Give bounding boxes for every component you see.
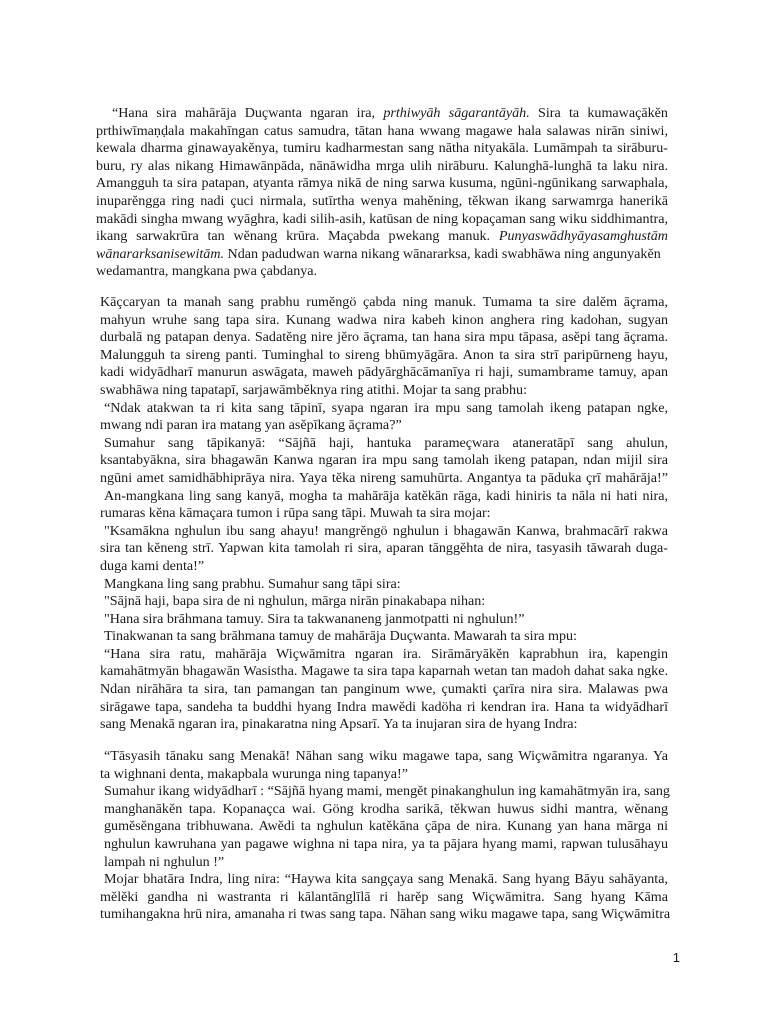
text-line — [96, 211, 668, 229]
text-line — [96, 593, 668, 611]
text-line — [96, 766, 668, 784]
text-line — [96, 716, 668, 734]
text-line — [96, 347, 668, 365]
text-line — [96, 801, 668, 819]
text-segment: Malungguh ta sireng panti. Tuminghal to sireng bhūmyāgāra. Anon ta sira strī paripūrneng hayu, — [100, 346, 668, 363]
text-line — [96, 663, 668, 681]
text-line — [96, 312, 668, 330]
text-segment: gumĕsĕngana tribhuwana. Awĕdi ta nghulun katĕkāna çāpa de nira. Kunang yan hana mārga ni — [104, 818, 668, 835]
text-line — [96, 364, 668, 382]
text-segment: wedamantra, mangkana pwa çabdanya. — [96, 263, 318, 280]
text-segment: "Sājnā haji, bapa sira de ni nghulun, mārga nirān pinakabapa nihan: — [104, 593, 486, 610]
text-segment: rumaras kĕna kāmaçara tumon i rūpa sang tāpi. Muwah ta sira mojar: — [100, 505, 491, 522]
text-segment: swabhāwa ning tapatapī, sarjawāmbĕknya ring atithi. Mojar ta sang prabhu: — [100, 381, 527, 398]
text-segment: ngūni amet samidhābhiprāya nira. Yaya tĕka nireng samuhūrta. Angantya ta pāduka çrī mahārāja!” — [100, 469, 668, 486]
text-segment: Ndan padudwan warna nikang wānararksa, kadi swabhāwa ning angunyakĕn — [224, 245, 661, 262]
text-line — [96, 246, 668, 264]
text-segment: durbalā ng patapan denya. Sadatĕng nire jĕro āçrama, tan hana sira mpu tāpasa, asĕpi tang āçrama. — [100, 329, 668, 346]
text-segment: lampah ni nghulun !” — [104, 853, 225, 870]
text-line — [96, 294, 668, 312]
text-line — [96, 452, 668, 470]
text-segment: “Ndak atakwan ta ri kita sang tāpinī, syapa ngaran ira mpu sang tamolah ikeng patapan ngke, — [104, 399, 668, 416]
text-segment: kadi widyādharī manurun aswāgata, maweh pādyārghācāmanīya ri haji, sumambrame tamuy, apan — [100, 364, 668, 381]
italic-segment: wānararksanisewitām. — [96, 245, 225, 262]
text-segment: inuparĕngga ring nadi çuci nirmala, sutīrtha wenya mahĕning, tĕkwan ikang sarwamrga hanerikā — [96, 192, 668, 209]
text-segment: prthiwīmaṇḍala makahīngan catus samudra, tātan hana wwang magawe hala salawas nirān siniwi, — [96, 122, 668, 139]
text-line — [96, 854, 668, 872]
text-segment: duga kami denta!” — [100, 557, 205, 574]
text-line — [96, 576, 668, 594]
text-line — [96, 228, 668, 246]
text-segment: Sumahur sang tāpikanyā: “Sājñā haji, hantuka parameçwara ataneratāpī sang ahulun, — [104, 434, 668, 451]
text-segment: sira tan kĕneng strī. Yapwan kita tamolah ri sira, aparan tānggĕhta de nira, tasyasih tāwarah duga- — [100, 540, 668, 557]
italic-segment: Punyaswādhyāyasamghustām — [498, 228, 668, 245]
text-line — [96, 105, 668, 123]
text-segment: mwang ndi paran ira matang yan asĕpīkang āçrama?” — [100, 417, 402, 434]
text-line — [96, 681, 668, 699]
text-segment: Mangkana ling sang prabhu. Sumahur sang tāpi sira: — [104, 575, 401, 592]
text-segment: sang Menakā ngaran ira, pinakaratna ning Apsarī. Ya ta inujaran sira de hyang Indra: — [100, 716, 578, 733]
paragraph-1 — [96, 105, 668, 281]
text-segment: Mojar bhatāra Indra, ling nira: “Haywa kita sangçaya sang Menakā. Sang hyang Bāyu sahāyanta, — [104, 871, 668, 888]
text-line — [96, 263, 668, 281]
text-line — [96, 906, 671, 924]
text-line — [96, 748, 668, 766]
text-line — [96, 889, 668, 907]
page-number: 1 — [672, 950, 680, 965]
paragraph-2 — [96, 294, 668, 734]
text-segment: Kāçcaryan ta manah sang prabhu rumĕngö çabda ning manuk. Tumama ta sire dalĕm āçrama, — [100, 294, 668, 310]
text-line — [96, 783, 668, 801]
text-line — [96, 505, 668, 523]
text-line — [96, 140, 668, 158]
text-line — [96, 523, 668, 541]
text-segment: "Hana sira brāhmana tamuy. Sira ta takwananeng janmotpatti ni nghulun!” — [104, 610, 525, 627]
text-line — [96, 488, 668, 506]
text-line — [96, 818, 668, 836]
text-line — [96, 329, 668, 347]
text-segment: ta wighnani denta, makapbala wurunga ning tapanya!” — [100, 765, 408, 782]
text-segment: sirāgawe tapa, sandeha ta buddhi hyang Indra mawĕdi kadöha ri kendran ira. Hana ta widyādharī — [100, 698, 668, 715]
text-segment: mahyun wruhe sang tapa sira. Kunang wadwa nira kabeh kinon anghera ring kadohan, sugyan — [100, 311, 668, 328]
text-segment: ikang sarwakrūra tan wĕnang krūra. Maçabda pwekang manuk. — [96, 228, 499, 245]
text-line — [96, 417, 668, 435]
text-segment: tumihangakna hrū nira, amanaha ri twas sang tapa. Nāhan sang wiku magawe tapa, sang Wiçwāmitra — [100, 906, 671, 923]
text-segment: buru, ry alas nikang Himawānpāda, nānāwidha mrga ulih nirāburu. Kalunghā-lunghā ta laku nira. — [96, 157, 668, 174]
text-segment: An-mangkana ling sang kanyā, mogha ta mahārāja katĕkān rāga, kadi hiniris ta nāla ni hati nira, — [104, 487, 668, 504]
text-segment: Sira ta kumawaçākĕn — [529, 105, 668, 121]
text-segment: makādi singha mwang wyāghra, kadi silih-asih, katūsan de ning kopaçaman sang wiku siddhimantra, — [96, 210, 668, 227]
paragraph-3 — [96, 748, 671, 924]
text-line — [96, 158, 668, 176]
text-line — [96, 871, 668, 889]
text-line — [96, 628, 668, 646]
text-line — [96, 193, 668, 211]
text-segment: “Hana sira mahārāja Duçwanta ngaran ira, — [112, 105, 384, 121]
text-line — [96, 382, 668, 400]
text-line — [96, 558, 668, 576]
text-segment: Tinakwanan ta sang brāhmana tamuy de mahārāja Duçwanta. Mawarah ta sira mpu: — [104, 628, 578, 645]
text-segment: Amangguh ta sira patapan, atyanta rāmya nikā de ning sarwa kusuma, ngūni-ngūnikang sarwaphala, — [96, 175, 668, 192]
italic-segment: prthiwyāh sāgarantāyāh. — [383, 105, 530, 121]
text-segment: “Tāsyasih tānaku sang Menakā! Nāhan sang wiku magawe tapa, sang Wiçwāmitra ngaranya. Ya — [104, 748, 668, 764]
text-line — [96, 435, 668, 453]
text-segment: Sumahur ikang widyādharī : “Sājñā hyang mami, mengĕt pinakanghulun ing kamahātmyān ira, sang — [104, 783, 670, 800]
text-line — [96, 699, 668, 717]
text-line — [96, 470, 668, 488]
text-segment: nghulun kawruhana yan pagawe wighna ni tapa nira, ya ta pājara hyang mami, rapwan tulusāhayu — [104, 835, 668, 852]
text-segment: “Hana sira ratu, mahārāja Wiçwāmitra ngaran ira. Sirāmāryākĕn kaprabhun ira, kapengin — [104, 645, 668, 662]
text-segment: mĕlĕki gandha ni wastranta ri kālantānglīlā ri harĕp sang Wiçwāmitra. Sang hyang Kāma — [100, 888, 668, 905]
text-segment: ksantabyākna, sira bhagawān Kanwa ngaran ira mpu sang tamolah ikeng patapan, ndan mijil sira — [100, 452, 668, 469]
text-line — [96, 400, 668, 418]
text-line — [96, 611, 668, 629]
text-segment: kewala dharma ginawayakĕnya, tumiru kadharmestan sang nātha nityakāla. Lumāmpah ta sirāburu- — [96, 140, 668, 157]
text-line — [96, 836, 668, 854]
text-line — [96, 540, 668, 558]
text-line — [96, 175, 668, 193]
text-segment: manghanākĕn tapa. Kopanaçca wai. Göng krodha sarikā, tĕkwan huwus sidhi mantra, wĕnang — [104, 800, 668, 817]
text-segment: "Ksamākna nghulun ibu sang ahayu! mangrĕngö nghulun i bhagawān Kanwa, brahmacārī rakwa — [104, 522, 668, 539]
text-line — [96, 646, 668, 664]
text-segment: kamahātmyān bhagawān Wasistha. Magawe ta sira tapa kaparnah wetan tan madoh dahat saka ngke. — [100, 663, 668, 680]
text-segment: Ndan nirāhāra ta sira, tan pamangan tan panginum wwe, çumakti çarīra nira sira. Malawas pwa — [100, 681, 668, 698]
text-line — [96, 123, 668, 141]
